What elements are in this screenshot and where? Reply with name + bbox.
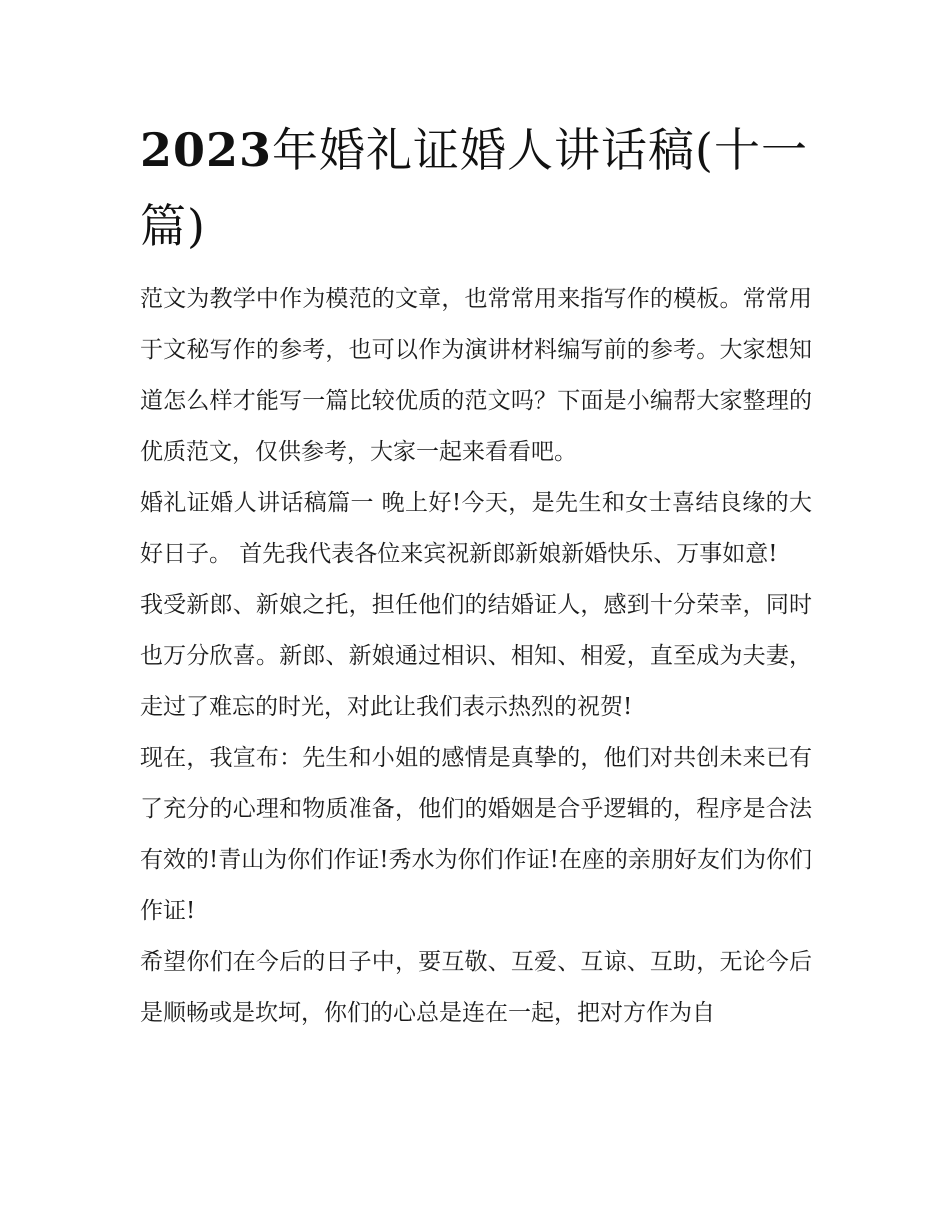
document-body — [140, 274, 812, 1039]
paragraph-declaration: 现在，我宣布：先生和小姐的感情是真挚的，他们对共创未来已有了充分的心理和物质准备，他们的婚姻是合乎逻辑的，程序是合法有效的!青山为你们作证!秀水为你们作证!在座的亲朋好友们为你们作证! — [140, 745, 812, 924]
paragraph-opening: 婚礼证婚人讲话稿篇一 晚上好!今天，是先生和女士喜结良缘的大好日子。 首先我代表各位来宾祝新郎新娘新婚快乐、万事如意! — [140, 490, 812, 567]
document-title — [140, 112, 810, 264]
title-year: 2023 — [140, 123, 273, 177]
paragraph-witness: 我受新郎、新娘之托，担任他们的结婚证人，感到十分荣幸，同时也万分欣喜。新郎、新娘通过相识、相知、相爱，直至成为夫妻，走过了难忘的时光，对此让我们表示热烈的祝贺! — [140, 592, 812, 720]
paragraph-wishes: 希望你们在今后的日子中，要互敬、互爱、互谅、互助，无论今后是顺畅或是坎坷，你们的心总是连在一起，把对方作为自 — [140, 949, 812, 1026]
paragraph-intro: 范文为教学中作为模范的文章，也常常用来指写作的模板。常常用于文秘写作的参考，也可以作为演讲材料编写前的参考。大家想知道怎么样才能写一篇比较优质的范文吗？下面是小编帮大家整理的优质范文，仅供参考，大家一起来看看吧。 — [140, 286, 812, 465]
title-text: 年婚礼证婚人讲话稿(十一篇) — [140, 123, 808, 253]
